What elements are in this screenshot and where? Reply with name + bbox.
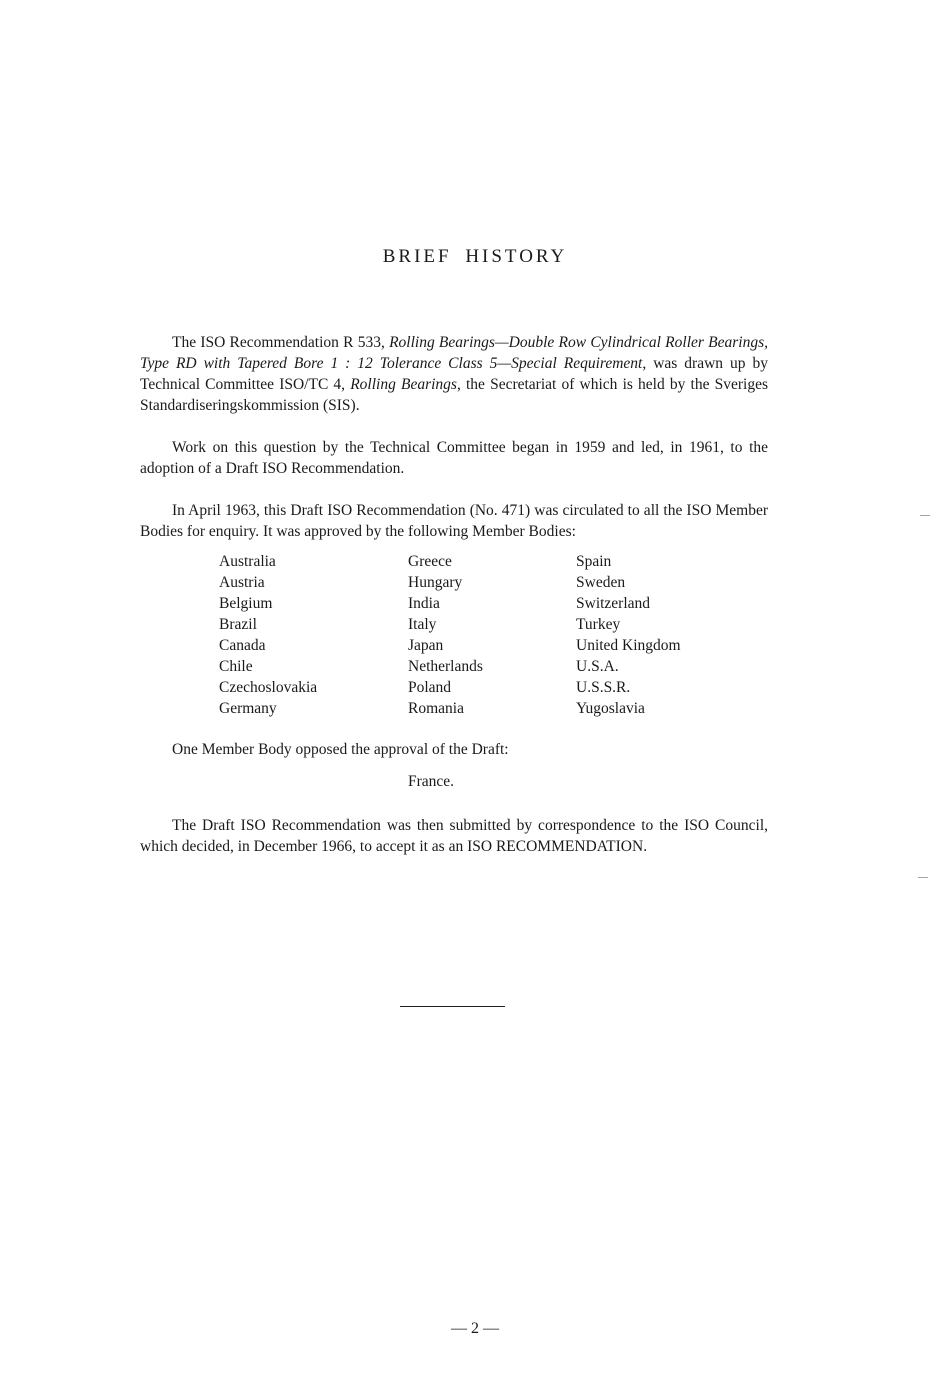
country-column-2 <box>408 551 588 719</box>
intro-committee-title: Rolling Bearings <box>350 376 457 393</box>
country-name: Canada <box>219 637 266 654</box>
scan-mark: — <box>918 872 928 883</box>
country-name: Czechoslovakia <box>219 679 318 696</box>
paragraph-intro <box>140 332 768 416</box>
page-number: — 2 — <box>451 1320 499 1337</box>
country-name: Austria <box>219 574 265 591</box>
scan-mark: — <box>920 510 930 521</box>
opposing-member-body: France. <box>408 773 455 790</box>
country-name: Romania <box>408 700 464 717</box>
intro-standard-title: Rolling Bearings—Double Row Cylindrical Roller Bearings, Type RD with Tapered Bore 1 : 12 Tolerance Class 5—Special Requirement <box>140 334 769 372</box>
opposition-statement: One Member Body opposed the approval of the Draft: <box>172 741 509 758</box>
work-text: Work on this question by the Technical Committee began in 1959 and led, in 1961, to the adoption of a Draft ISO Recommendation. <box>140 439 768 477</box>
paragraph-circulation <box>140 500 768 542</box>
country-name: India <box>408 595 440 612</box>
country-column-3 <box>576 551 756 719</box>
end-rule <box>400 1006 505 1007</box>
country-name: Yugoslavia <box>576 700 645 717</box>
country-name: Brazil <box>219 616 257 633</box>
page-title: BRIEF HISTORY <box>382 246 568 267</box>
country-name: U.S.A. <box>576 658 619 675</box>
country-name: Netherlands <box>408 658 483 675</box>
intro-text-e: , the Secretariat of which is held by the Sveriges Standardiseringskommission (SIS). <box>140 376 768 414</box>
intro-text-a: The ISO Recommendation R 533, <box>172 334 390 351</box>
country-name: United Kingdom <box>576 637 681 654</box>
paragraph-work <box>140 437 768 479</box>
country-name: Hungary <box>408 574 463 591</box>
country-name: Switzerland <box>576 595 651 612</box>
intro-text-c: , was drawn up by Technical Committee ISO/TC 4, <box>140 355 768 393</box>
country-name: Italy <box>408 616 437 633</box>
circulation-text: In April 1963, this Draft ISO Recommendation (No. 471) was circulated to all the ISO Member Bodies for enquiry. It was approved by the following Member Bodies: <box>140 502 768 540</box>
country-name: Turkey <box>576 616 621 633</box>
country-name: Belgium <box>219 595 273 612</box>
country-name: Greece <box>408 553 452 570</box>
country-name: Germany <box>219 700 277 717</box>
council-decision-text: The Draft ISO Recommendation was then submitted by correspondence to the ISO Council, which decided, in December 1966, to accept it as an ISO RECOMMENDATION. <box>140 817 768 855</box>
country-column-1 <box>219 551 399 719</box>
country-name: Spain <box>576 553 612 570</box>
country-name: Poland <box>408 679 452 696</box>
country-name: U.S.S.R. <box>576 679 631 696</box>
country-name: Australia <box>219 553 276 570</box>
country-name: Sweden <box>576 574 626 591</box>
country-name: Chile <box>219 658 253 675</box>
country-name: Japan <box>408 637 444 654</box>
paragraph-council-decision <box>140 815 768 857</box>
